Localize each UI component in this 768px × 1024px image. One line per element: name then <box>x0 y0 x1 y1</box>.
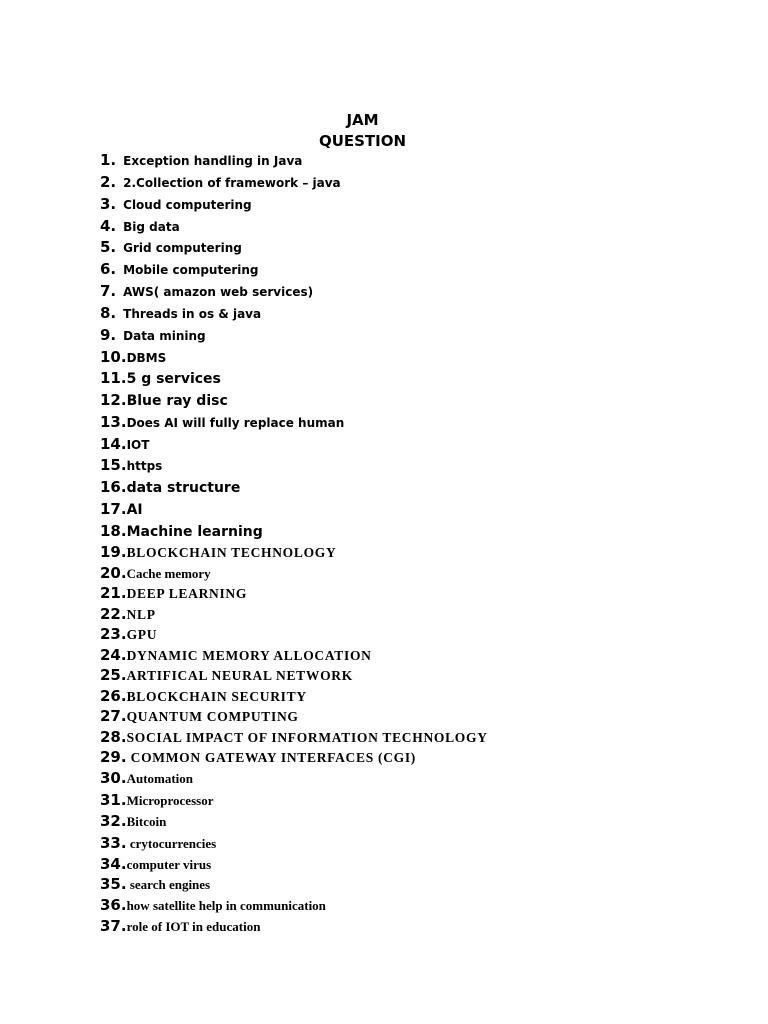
list-item-text: NLP <box>126 607 156 622</box>
list-item-text: QUANTUM COMPUTING <box>126 709 299 724</box>
list-item-number: 32. <box>100 812 127 830</box>
list-item-text: Automation <box>126 771 194 786</box>
list-item-text: SOCIAL IMPACT OF INFORMATION TECHNOLOGY <box>126 730 488 745</box>
list-item-number: 25. <box>100 666 127 684</box>
list-item-number: 7. <box>100 282 117 300</box>
list-item-number: 30. <box>100 769 127 787</box>
list-item-number: 23. <box>100 625 127 643</box>
list-item-text: AI <box>126 502 143 518</box>
list-item-number: 26. <box>100 687 127 705</box>
list-item <box>100 197 252 213</box>
list-item-number: 29. <box>100 748 127 766</box>
list-item-text: Mobile computering <box>123 263 259 277</box>
list-item-text: Threads in os & java <box>123 307 262 321</box>
list-item-text: Data mining <box>123 329 206 343</box>
list-item <box>100 750 416 766</box>
list-item-text: https <box>126 459 163 473</box>
list-item <box>100 877 210 893</box>
list-item-text: 5 g services <box>126 371 221 387</box>
list-item <box>100 524 263 540</box>
list-item-text: Blue ray disc <box>126 393 228 409</box>
list-item-text: Exception handling in Java <box>123 154 303 168</box>
list-item-number: 10. <box>100 348 127 366</box>
list-item <box>100 730 488 746</box>
list-item-number: 4. <box>100 217 117 235</box>
list-item-text: Cloud computering <box>123 198 252 212</box>
list-item-number: 15. <box>100 456 127 474</box>
list-item-text: BLOCKCHAIN SECURITY <box>126 689 307 704</box>
list-item-number: 35. <box>100 875 127 893</box>
list-item <box>100 607 156 623</box>
list-item <box>100 284 313 300</box>
list-item-number: 37. <box>100 917 127 935</box>
list-item <box>100 393 228 409</box>
list-item-number: 11. <box>100 369 127 387</box>
list-item <box>100 219 180 235</box>
list-item-text: Bitcoin <box>126 814 167 829</box>
list-item-text: Grid computering <box>123 241 242 255</box>
list-item-number: 13. <box>100 413 127 431</box>
list-item <box>100 898 326 914</box>
list-item-text: Big data <box>123 220 180 234</box>
list-item-text: Microprocessor <box>126 793 214 808</box>
list-item <box>100 648 372 664</box>
list-item-text: data structure <box>126 480 241 496</box>
list-item-number: 19. <box>100 543 127 561</box>
list-item-number: 24. <box>100 646 127 664</box>
list-item-number: 21. <box>100 584 127 602</box>
list-item <box>100 709 299 725</box>
list-item-text: IOT <box>126 438 150 452</box>
list-item <box>100 586 247 602</box>
page-subtitle: QUESTION <box>318 132 407 150</box>
list-item <box>100 262 259 278</box>
list-item-text: computer virus <box>126 857 212 872</box>
list-item-text: ARTIFICAL NEURAL NETWORK <box>126 668 353 683</box>
list-item-text: Cache memory <box>126 566 211 581</box>
list-item-number: 14. <box>100 435 127 453</box>
list-item-number: 3. <box>100 195 117 213</box>
list-item-number: 28. <box>100 728 127 746</box>
list-item <box>100 793 213 809</box>
list-item-number: 6. <box>100 260 117 278</box>
list-item-number: 22. <box>100 605 127 623</box>
list-item-text: 2.Collection of framework – java <box>123 176 341 190</box>
list-item <box>100 175 341 191</box>
list-item-number: 8. <box>100 304 117 322</box>
list-item-text: role of IOT in education <box>126 919 261 934</box>
list-item <box>100 627 157 643</box>
list-item <box>100 836 216 852</box>
list-item <box>100 153 302 169</box>
list-item <box>100 771 193 787</box>
list-item <box>100 306 261 322</box>
list-item-number: 31. <box>100 791 127 809</box>
list-item-text: AWS( amazon web services) <box>123 285 314 299</box>
page-title: JAM <box>346 111 379 129</box>
list-item <box>100 328 206 344</box>
list-item <box>100 545 336 561</box>
list-item <box>100 437 149 453</box>
list-item <box>100 415 344 431</box>
list-item-number: 27. <box>100 707 127 725</box>
list-item-text: search engines <box>126 877 211 892</box>
list-item-text: GPU <box>126 627 158 642</box>
list-item-text: DBMS <box>126 351 167 365</box>
list-item <box>100 240 242 256</box>
list-item-number: 12. <box>100 391 127 409</box>
list-item-number: 34. <box>100 855 127 873</box>
list-item <box>100 480 240 496</box>
list-item-text: Does AI will fully replace human <box>126 416 345 430</box>
list-item-number: 36. <box>100 896 127 914</box>
list-item <box>100 371 221 387</box>
list-item-text: Machine learning <box>126 524 263 540</box>
list-item-number: 18. <box>100 522 127 540</box>
list-item-text: BLOCKCHAIN TECHNOLOGY <box>126 545 337 560</box>
list-item-text: DYNAMIC MEMORY ALLOCATION <box>126 648 372 663</box>
list-item <box>100 502 143 518</box>
list-item-number: 5. <box>100 238 117 256</box>
list-item-text: crytocurrencies <box>126 836 217 851</box>
list-item-number: 9. <box>100 326 117 344</box>
list-item <box>100 566 211 582</box>
list-item <box>100 668 353 684</box>
list-item-number: 20. <box>100 564 127 582</box>
list-item <box>100 814 166 830</box>
list-item-number: 16. <box>100 478 127 496</box>
list-item <box>100 458 162 474</box>
list-item-number: 17. <box>100 500 127 518</box>
list-item-number: 33. <box>100 834 127 852</box>
list-item-number: 1. <box>100 151 117 169</box>
list-item <box>100 857 211 873</box>
list-item-text: COMMON GATEWAY INTERFACES (CGI) <box>126 750 416 765</box>
list-item <box>100 689 307 705</box>
list-item-number: 2. <box>100 173 117 191</box>
list-item <box>100 350 166 366</box>
list-item <box>100 919 260 935</box>
list-item-text: how satellite help in communication <box>126 898 326 913</box>
list-item-text: DEEP LEARNING <box>126 586 248 601</box>
